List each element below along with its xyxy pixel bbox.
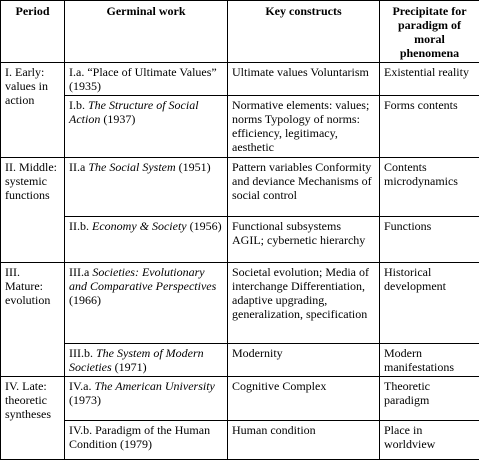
- table-row: [1, 158, 479, 217]
- work-prefix: IV.a.: [69, 379, 94, 393]
- header-germinal-work: Germinal work: [65, 1, 228, 63]
- work-prefix: III.b.: [69, 346, 96, 360]
- precipitate-cell: Existential reality: [380, 63, 479, 96]
- constructs-cell: Functional subsystems AGIL; cybernetic hierarchy: [228, 217, 380, 263]
- work-suffix: (1951): [176, 160, 211, 174]
- constructs-cell: Societal evolution; Media of interchange Differentiation, adaptive upgrading, generalization, specification: [228, 263, 380, 344]
- precipitate-cell: Forms contents: [380, 96, 479, 158]
- germinal-work-cell: [65, 158, 228, 217]
- work-title: The System of Modern Societies: [69, 346, 204, 374]
- table-row: [1, 217, 479, 263]
- period-cell: II. Middle: systemic functions: [1, 158, 65, 263]
- table-row: [1, 63, 479, 96]
- period-cell: I. Early: values in action: [1, 63, 65, 158]
- work-suffix: (1966): [69, 293, 101, 307]
- work-prefix: II.a: [69, 160, 88, 174]
- table-row: [1, 96, 479, 158]
- table-row: [1, 344, 479, 377]
- header-precipitate: Precipitate for paradigm of moral phenomena: [380, 1, 479, 63]
- germinal-work-cell: [65, 63, 228, 96]
- germinal-work-cell: [65, 96, 228, 158]
- period-cell: III. Mature: evolution: [1, 263, 65, 377]
- constructs-cell: Normative elements: values; norms Typology of norms: efficiency, legitimacy, aesthetic: [228, 96, 380, 158]
- work-suffix: (1956): [187, 219, 222, 233]
- work-prefix: IV.b. Paradigm of the Human Condition (1979): [69, 423, 210, 451]
- constructs-cell: Ultimate values Voluntarism: [228, 63, 380, 96]
- work-prefix: I.a. “Place of Ultimate Values” (1935): [69, 65, 217, 93]
- work-suffix: (1973): [69, 393, 101, 407]
- work-suffix: (1971): [112, 360, 147, 374]
- precipitate-cell: Theoretic paradigm: [380, 377, 479, 421]
- header-key-constructs: Key constructs: [228, 1, 380, 63]
- germinal-work-cell: [65, 263, 228, 344]
- work-title: The Social System: [88, 160, 175, 174]
- header-period: Period: [1, 1, 65, 63]
- precipitate-cell: Modern manifestations: [380, 344, 479, 377]
- precipitate-cell: Historical development: [380, 263, 479, 344]
- precipitate-cell: Functions: [380, 217, 479, 263]
- work-title: Societies: Evolutionary and Comparative Perspectives: [69, 265, 216, 293]
- work-prefix: III.a: [69, 265, 92, 279]
- period-cell: IV. Late: theoretic syntheses: [1, 377, 65, 460]
- work-title: Economy & Society: [92, 219, 187, 233]
- precipitate-cell: Place in worldview: [380, 421, 479, 460]
- precipitate-cell: Contents microdynamics: [380, 158, 479, 217]
- germinal-work-cell: [65, 217, 228, 263]
- constructs-cell: Cognitive Complex: [228, 377, 380, 421]
- constructs-cell: Human condition: [228, 421, 380, 460]
- work-suffix: (1937): [100, 112, 135, 126]
- work-prefix: I.b.: [69, 98, 88, 112]
- constructs-cell: Pattern variables Conformity and deviance Mechanisms of social control: [228, 158, 380, 217]
- table-row: [1, 263, 479, 344]
- table-row: [1, 377, 479, 421]
- germinal-work-cell: [65, 377, 228, 421]
- work-title: The American University: [94, 379, 214, 393]
- work-prefix: II.b.: [69, 219, 92, 233]
- table-header-row: [1, 1, 479, 63]
- germinal-work-cell: [65, 344, 228, 377]
- constructs-cell: Modernity: [228, 344, 380, 377]
- work-title: The Structure of Social Action: [69, 98, 199, 126]
